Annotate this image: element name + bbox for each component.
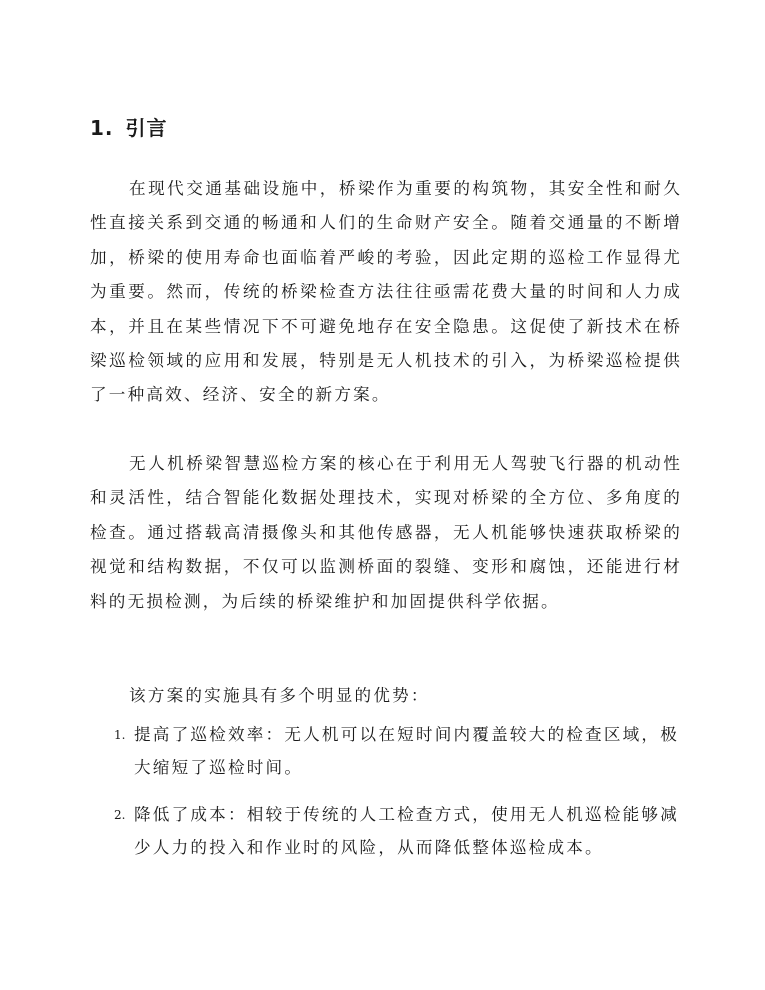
list-item-text: 降低了成本：相较于传统的人工检查方式，使用无人机巡检能够减少人力的投入和作业时的风险，从而降低整体巡检成本。 [134,805,680,857]
list-item [90,718,682,784]
advantages-list-part-1 [90,718,682,784]
paragraph-intro: 在现代交通基础设施中，桥梁作为重要的构筑物，其安全性和耐久性直接关系到交通的畅通和人们的生命财产安全。随着交通量的不断增加，桥梁的使用寿命也面临着严峻的考验，因此定期的巡检工作显得尤为重要。然而，传统的桥梁检查方法往往亟需花费大量的时间和人力成本，并且在某些情况下不可避免地存在安全隐患。这促使了新技术在桥梁巡检领域的应用和发展，特别是无人机技术的引入，为桥梁巡检提供了一种高效、经济、安全的新方案。 [90,179,682,405]
paragraph-advantages-lead: 该方案的实施具有多个明显的优势： [129,686,430,705]
list-item [90,798,682,864]
list-marker: 1. [114,728,126,742]
list-marker: 2. [114,808,126,822]
list-item-text: 提高了巡检效率：无人机可以在短时间内覆盖较大的检查区域，极大缩短了巡检时间。 [134,725,680,777]
section-number: 1. [90,116,114,140]
advantages-list-part-2 [90,798,682,864]
section-title: 引言 [125,116,168,140]
paragraph-core: 无人机桥梁智慧巡检方案的核心在于利用无人驾驶飞行器的机动性和灵活性，结合智能化数据处理技术，实现对桥梁的全方位、多角度的检查。通过搭载高清摄像头和其他传感器，无人机能够快速获取桥梁的视觉和结构数据，不仅可以监测桥面的裂缝、变形和腐蚀，还能进行材料的无损检测，为后续的桥梁维护和加固提供科学依据。 [90,454,682,611]
section-heading [90,113,168,143]
